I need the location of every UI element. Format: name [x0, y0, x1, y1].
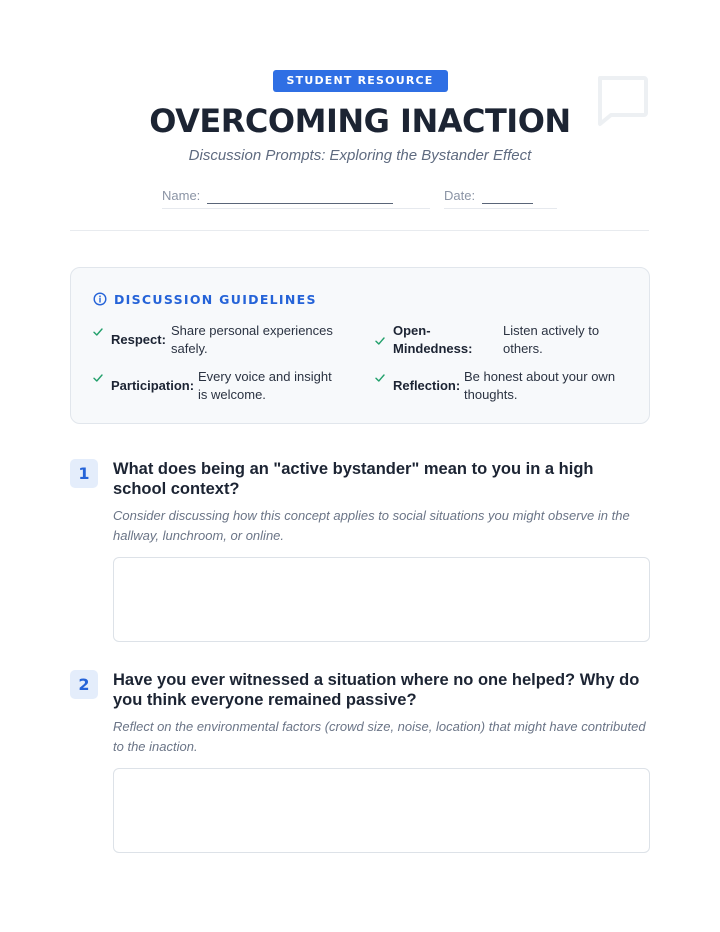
name-line[interactable]: [207, 190, 393, 204]
guideline-label: Reflection:: [393, 378, 461, 393]
guideline-respect: [93, 322, 341, 358]
check-icon: [375, 336, 385, 346]
answer-box[interactable]: [113, 557, 650, 642]
check-icon: [93, 327, 103, 337]
info-circle-icon: [93, 292, 107, 306]
answer-box[interactable]: [113, 768, 650, 853]
header: [0, 70, 720, 165]
date-line[interactable]: [482, 190, 533, 204]
guideline-description: Listen actively to others.: [503, 323, 600, 356]
question-number: 2: [70, 670, 98, 699]
date-label: Date:: [444, 188, 476, 203]
guidelines-title: DISCUSSION GUIDELINES: [114, 291, 317, 307]
question-text: What does being an "active bystander" mean to you in a high school context?: [113, 460, 594, 498]
guideline-label: Respect:: [111, 332, 166, 347]
guideline-label: Open-Mindedness:: [393, 323, 473, 356]
question-text: Have you ever witnessed a situation where no one helped? Why do you think everyone remained passive?: [113, 671, 640, 709]
page-title: OVERCOMING INACTION: [149, 102, 571, 140]
student-fields: [0, 186, 720, 210]
question-number: 1: [70, 459, 98, 488]
guideline-description: Be honest about your own thoughts.: [464, 369, 616, 402]
guideline-reflection: [375, 368, 629, 404]
guideline-participation: [93, 368, 343, 404]
question-hint: Reflect on the environmental factors (crowd size, noise, location) that might have contributed to the inaction.: [113, 719, 646, 754]
resource-badge: STUDENT RESOURCE: [273, 70, 448, 92]
question-hint: Consider discussing how this concept applies to social situations you might observe in the hallway, lunchroom, or online.: [113, 508, 630, 543]
date-field[interactable]: [444, 186, 557, 209]
page-subtitle: Discussion Prompts: Exploring the Bystander Effect: [188, 147, 532, 164]
guidelines-heading: [93, 291, 317, 307]
divider: [70, 230, 649, 231]
name-label: Name:: [162, 188, 201, 203]
guideline-description: Every voice and insight is welcome.: [198, 369, 332, 402]
guideline-label: Participation:: [111, 378, 195, 393]
guideline-open-mindedness: [375, 322, 625, 358]
check-icon: [375, 373, 385, 383]
name-field[interactable]: [162, 186, 430, 209]
check-icon: [93, 373, 103, 383]
discussion-guidelines: [70, 267, 650, 424]
guideline-description: Share personal experiences safely.: [171, 323, 333, 356]
